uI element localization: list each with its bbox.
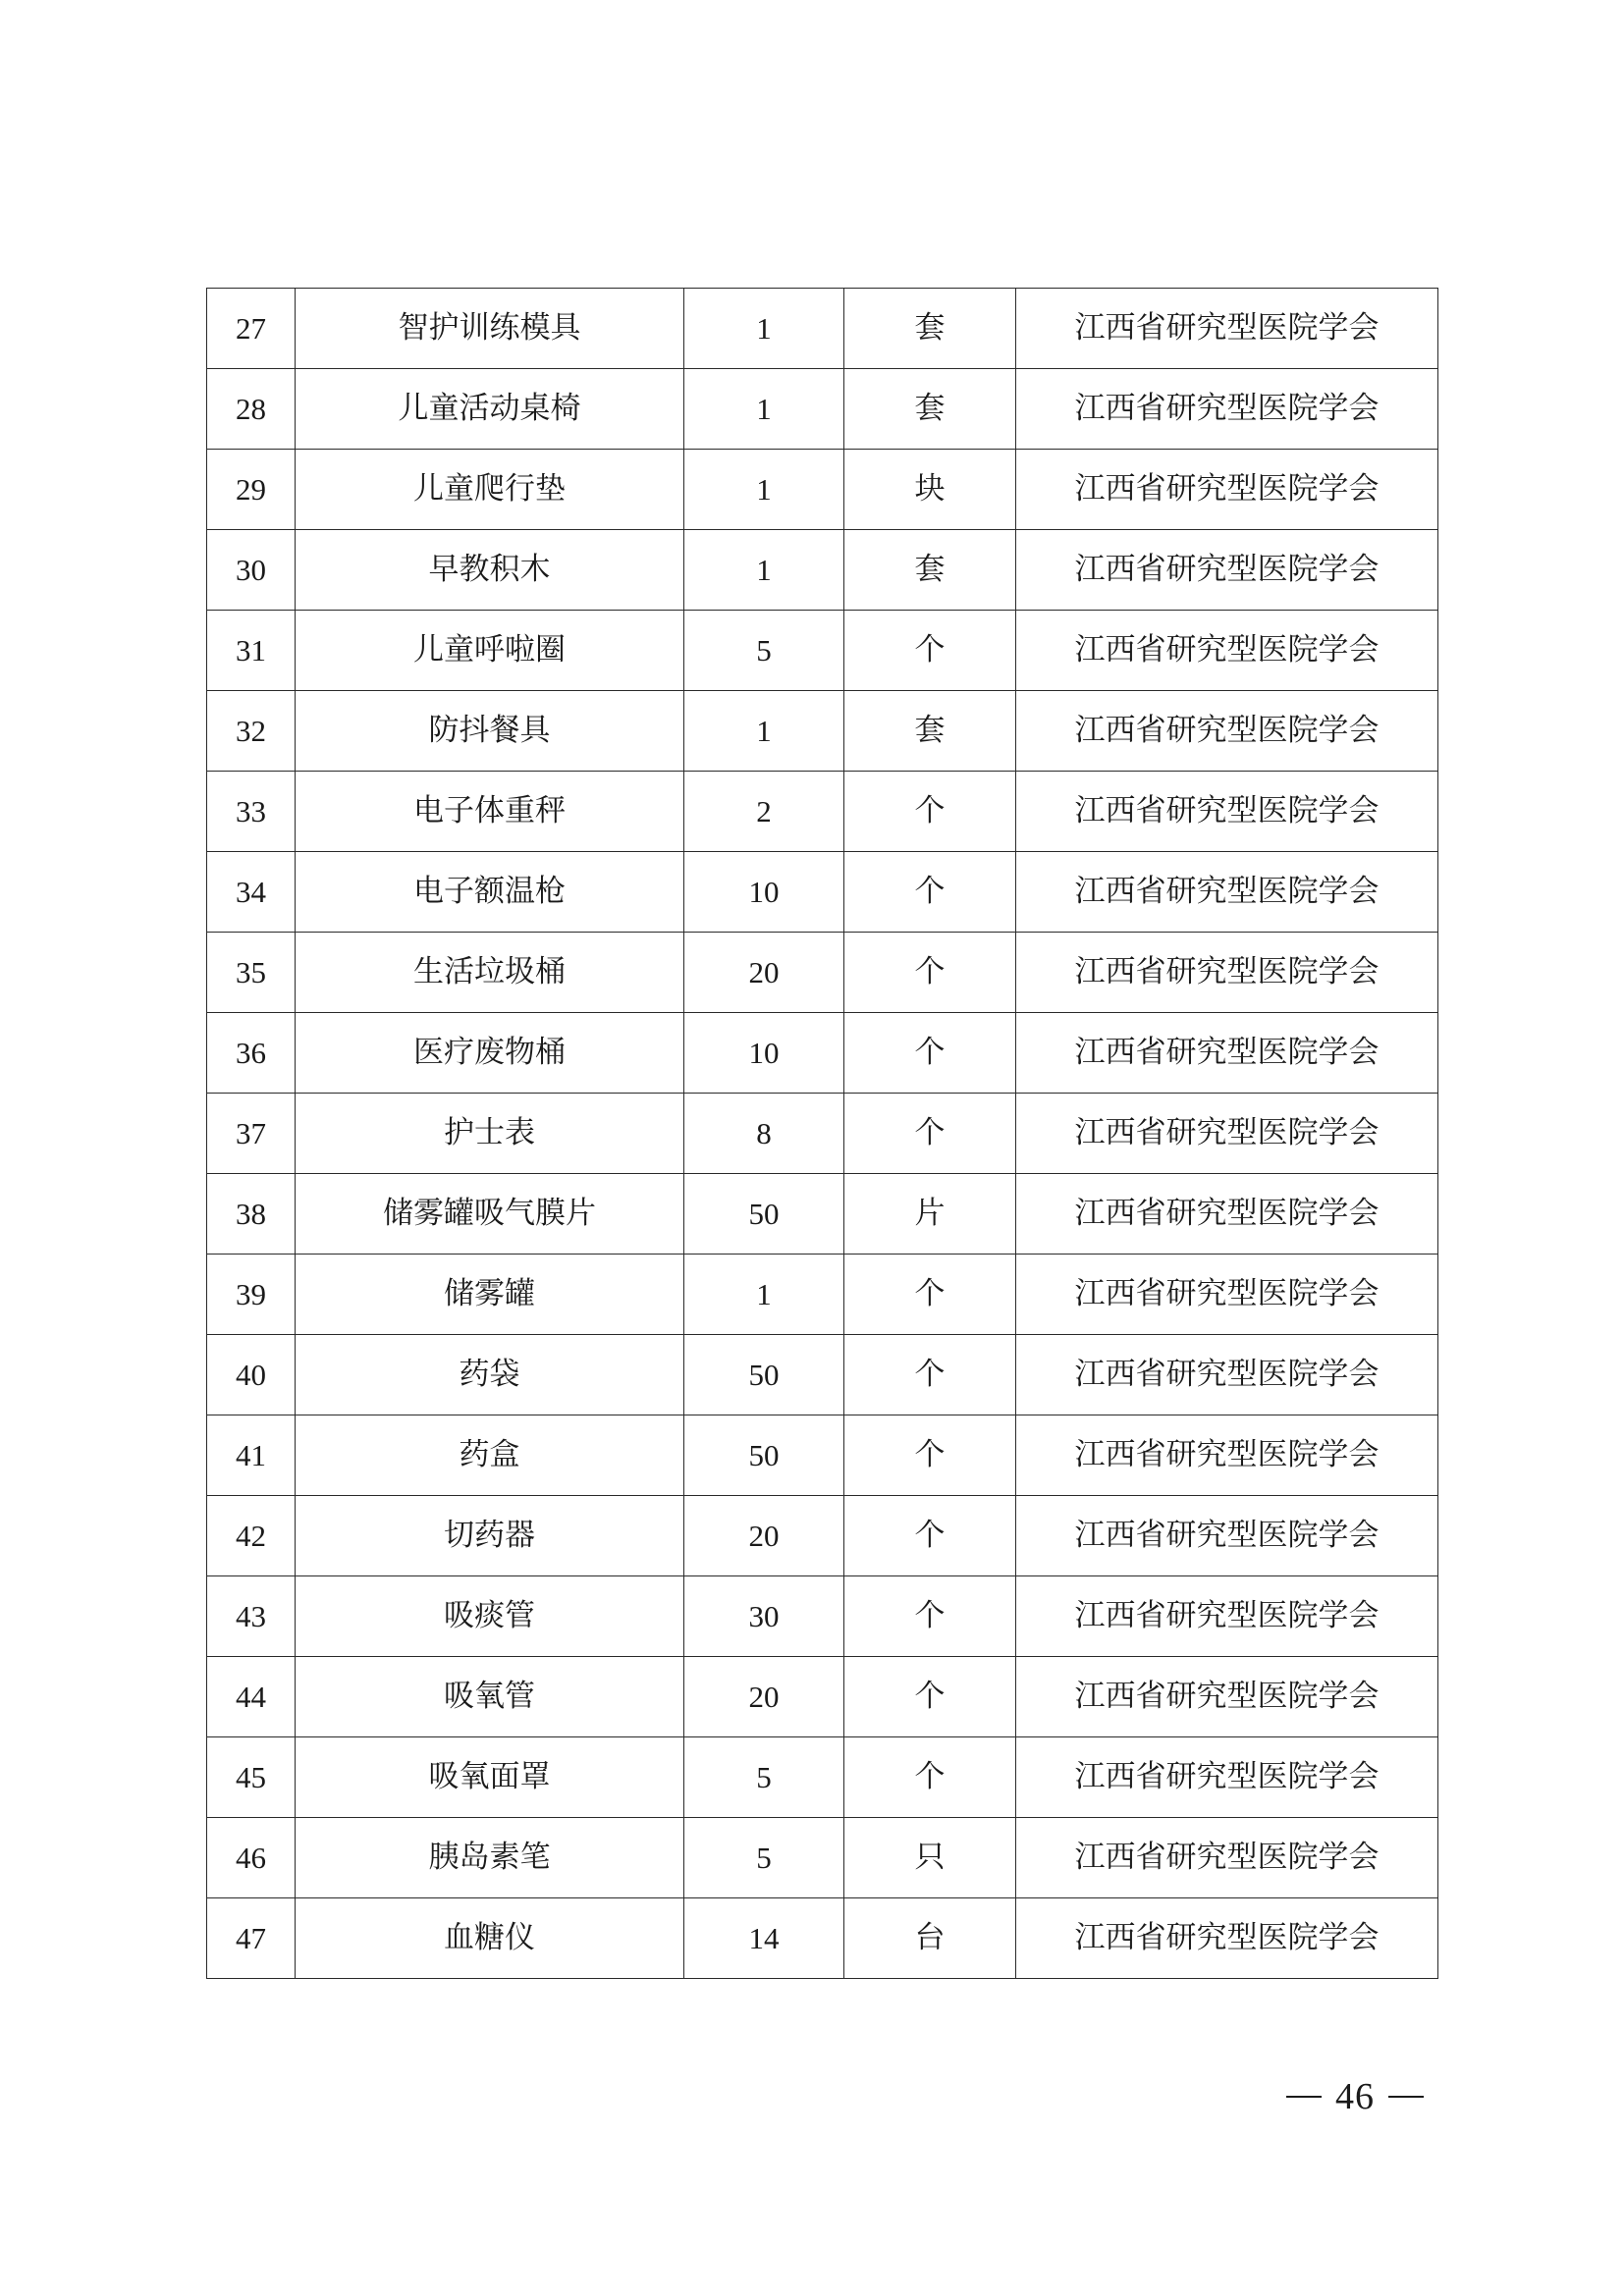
table-row: [207, 933, 1438, 1013]
cell-quantity: 20: [684, 933, 844, 1013]
table-body: [207, 289, 1438, 1979]
table-row: [207, 1094, 1438, 1174]
cell-quantity: 50: [684, 1335, 844, 1415]
cell-unit: 个: [844, 1415, 1016, 1496]
cell-index: 45: [207, 1737, 296, 1818]
cell-unit: 个: [844, 1013, 1016, 1094]
cell-item-name: 储雾罐: [296, 1255, 684, 1335]
cell-index: 43: [207, 1576, 296, 1657]
footer-dash-right: [1388, 2096, 1424, 2098]
cell-quantity: 1: [684, 691, 844, 772]
cell-unit: 个: [844, 611, 1016, 691]
cell-quantity: 1: [684, 1255, 844, 1335]
cell-item-name: 防抖餐具: [296, 691, 684, 772]
cell-unit: 个: [844, 1737, 1016, 1818]
table-row: [207, 772, 1438, 852]
cell-organization: 江西省研究型医院学会: [1016, 369, 1438, 450]
cell-organization: 江西省研究型医院学会: [1016, 691, 1438, 772]
cell-quantity: 20: [684, 1496, 844, 1576]
cell-organization: 江西省研究型医院学会: [1016, 1415, 1438, 1496]
cell-item-name: 胰岛素笔: [296, 1818, 684, 1898]
table-row: [207, 1737, 1438, 1818]
table-row: [207, 1174, 1438, 1255]
cell-index: 37: [207, 1094, 296, 1174]
cell-index: 41: [207, 1415, 296, 1496]
cell-unit: 块: [844, 450, 1016, 530]
cell-index: 27: [207, 289, 296, 369]
cell-organization: 江西省研究型医院学会: [1016, 852, 1438, 933]
cell-quantity: 10: [684, 852, 844, 933]
table-row: [207, 1576, 1438, 1657]
equipment-table: [206, 288, 1438, 1979]
cell-quantity: 5: [684, 1818, 844, 1898]
cell-quantity: 5: [684, 1737, 844, 1818]
cell-unit: 个: [844, 1255, 1016, 1335]
cell-organization: 江西省研究型医院学会: [1016, 1496, 1438, 1576]
cell-quantity: 50: [684, 1174, 844, 1255]
cell-index: 28: [207, 369, 296, 450]
cell-quantity: 2: [684, 772, 844, 852]
cell-index: 30: [207, 530, 296, 611]
table-row: [207, 1013, 1438, 1094]
cell-index: 44: [207, 1657, 296, 1737]
table-row: [207, 1415, 1438, 1496]
cell-unit: 台: [844, 1898, 1016, 1979]
cell-unit: 套: [844, 369, 1016, 450]
table-row: [207, 289, 1438, 369]
cell-organization: 江西省研究型医院学会: [1016, 1898, 1438, 1979]
cell-organization: 江西省研究型医院学会: [1016, 1255, 1438, 1335]
cell-index: 36: [207, 1013, 296, 1094]
cell-organization: 江西省研究型医院学会: [1016, 933, 1438, 1013]
cell-unit: 个: [844, 852, 1016, 933]
cell-unit: 个: [844, 933, 1016, 1013]
cell-item-name: 生活垃圾桶: [296, 933, 684, 1013]
cell-index: 38: [207, 1174, 296, 1255]
table-row: [207, 1898, 1438, 1979]
page-footer: [1267, 2074, 1443, 2119]
cell-item-name: 储雾罐吸气膜片: [296, 1174, 684, 1255]
page-number: 46: [1335, 2076, 1375, 2117]
cell-unit: 套: [844, 289, 1016, 369]
cell-quantity: 1: [684, 450, 844, 530]
cell-organization: 江西省研究型医院学会: [1016, 1818, 1438, 1898]
cell-index: 47: [207, 1898, 296, 1979]
cell-index: 39: [207, 1255, 296, 1335]
cell-unit: 片: [844, 1174, 1016, 1255]
cell-organization: 江西省研究型医院学会: [1016, 1174, 1438, 1255]
cell-organization: 江西省研究型医院学会: [1016, 772, 1438, 852]
table-row: [207, 1335, 1438, 1415]
cell-organization: 江西省研究型医院学会: [1016, 289, 1438, 369]
cell-unit: 个: [844, 1657, 1016, 1737]
cell-organization: 江西省研究型医院学会: [1016, 1737, 1438, 1818]
table-row: [207, 530, 1438, 611]
cell-organization: 江西省研究型医院学会: [1016, 1335, 1438, 1415]
cell-unit: 个: [844, 772, 1016, 852]
cell-index: 34: [207, 852, 296, 933]
cell-index: 42: [207, 1496, 296, 1576]
cell-index: 40: [207, 1335, 296, 1415]
cell-unit: 个: [844, 1576, 1016, 1657]
cell-index: 35: [207, 933, 296, 1013]
cell-item-name: 智护训练模具: [296, 289, 684, 369]
cell-quantity: 30: [684, 1576, 844, 1657]
cell-organization: 江西省研究型医院学会: [1016, 1013, 1438, 1094]
table-row: [207, 369, 1438, 450]
cell-item-name: 电子额温枪: [296, 852, 684, 933]
table-row: [207, 611, 1438, 691]
cell-index: 46: [207, 1818, 296, 1898]
cell-index: 31: [207, 611, 296, 691]
table-row: [207, 1496, 1438, 1576]
cell-unit: 个: [844, 1335, 1016, 1415]
cell-quantity: 20: [684, 1657, 844, 1737]
table-row: [207, 450, 1438, 530]
cell-unit: 只: [844, 1818, 1016, 1898]
cell-index: 32: [207, 691, 296, 772]
table-row: [207, 852, 1438, 933]
cell-quantity: 5: [684, 611, 844, 691]
cell-item-name: 吸氧管: [296, 1657, 684, 1737]
cell-item-name: 切药器: [296, 1496, 684, 1576]
cell-organization: 江西省研究型医院学会: [1016, 1094, 1438, 1174]
cell-index: 29: [207, 450, 296, 530]
table-row: [207, 1657, 1438, 1737]
cell-unit: 套: [844, 691, 1016, 772]
cell-quantity: 10: [684, 1013, 844, 1094]
cell-quantity: 1: [684, 369, 844, 450]
cell-item-name: 吸痰管: [296, 1576, 684, 1657]
cell-index: 33: [207, 772, 296, 852]
cell-item-name: 医疗废物桶: [296, 1013, 684, 1094]
cell-unit: 个: [844, 1496, 1016, 1576]
cell-quantity: 1: [684, 530, 844, 611]
footer-dash-left: [1286, 2096, 1322, 2098]
cell-quantity: 1: [684, 289, 844, 369]
cell-item-name: 电子体重秤: [296, 772, 684, 852]
table-row: [207, 1255, 1438, 1335]
cell-item-name: 吸氧面罩: [296, 1737, 684, 1818]
cell-item-name: 儿童活动桌椅: [296, 369, 684, 450]
cell-item-name: 护士表: [296, 1094, 684, 1174]
cell-organization: 江西省研究型医院学会: [1016, 611, 1438, 691]
cell-quantity: 50: [684, 1415, 844, 1496]
cell-item-name: 儿童呼啦圈: [296, 611, 684, 691]
cell-item-name: 药袋: [296, 1335, 684, 1415]
cell-quantity: 14: [684, 1898, 844, 1979]
cell-unit: 套: [844, 530, 1016, 611]
cell-organization: 江西省研究型医院学会: [1016, 1657, 1438, 1737]
cell-organization: 江西省研究型医院学会: [1016, 1576, 1438, 1657]
cell-item-name: 儿童爬行垫: [296, 450, 684, 530]
cell-quantity: 8: [684, 1094, 844, 1174]
cell-unit: 个: [844, 1094, 1016, 1174]
cell-item-name: 早教积木: [296, 530, 684, 611]
cell-organization: 江西省研究型医院学会: [1016, 450, 1438, 530]
cell-item-name: 药盒: [296, 1415, 684, 1496]
table-row: [207, 691, 1438, 772]
cell-item-name: 血糖仪: [296, 1898, 684, 1979]
cell-organization: 江西省研究型医院学会: [1016, 530, 1438, 611]
table-row: [207, 1818, 1438, 1898]
